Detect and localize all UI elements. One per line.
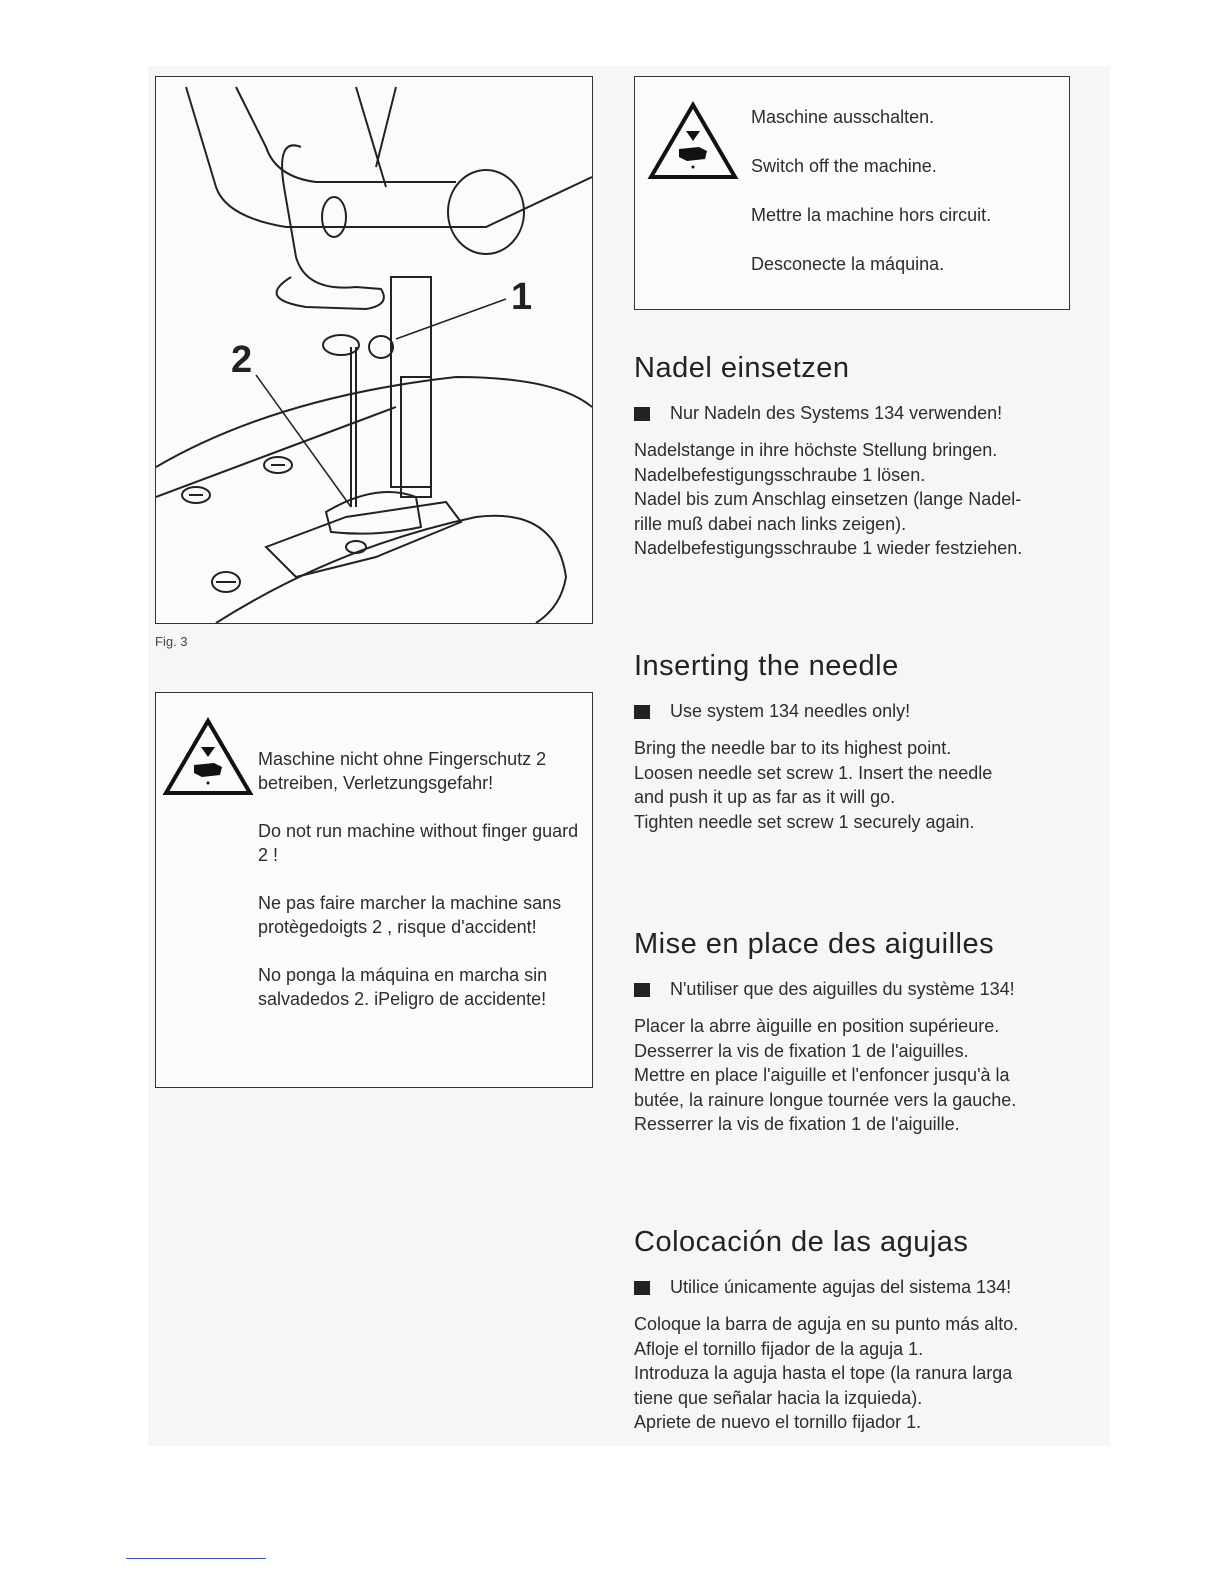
section-title: Nadel einsetzen bbox=[634, 352, 850, 384]
bullet-square-icon bbox=[634, 705, 650, 719]
instruction-line: Introduza la aguja hasta el tope (la ranura larga bbox=[634, 1363, 1013, 1383]
instruction-line: Coloque la barra de aguja en su punto más alto. bbox=[634, 1314, 1019, 1334]
warning-box-switch-off bbox=[634, 76, 1070, 310]
section-french bbox=[634, 928, 1094, 1137]
instruction-line: Nadel bis zum Anschlag einsetzen (lange Nadel- bbox=[634, 489, 1022, 509]
note-bullet bbox=[634, 979, 1094, 1000]
instruction-line: Bring the needle bar to its highest point. bbox=[634, 738, 952, 758]
section-spanish bbox=[634, 1226, 1094, 1435]
instruction-line: Afloje el tornillo fijador de la aguja 1. bbox=[634, 1338, 924, 1359]
instruction-line: Desserrer la vis de fixation 1 de l'aiguilles. bbox=[634, 1040, 969, 1061]
bullet-text: Nur Nadeln des Systems 134 verwenden! bbox=[670, 403, 1003, 423]
instruction-line: Nadelbefestigungsschraube 1 wieder festziehen. bbox=[634, 538, 1023, 558]
section-title: Colocación de las agujas bbox=[634, 1226, 969, 1258]
figure-callout-2: 2 bbox=[231, 339, 253, 381]
instruction-line: Mettre en place l'aiguille et l'enfoncer jusqu'à la bbox=[634, 1065, 1010, 1085]
finger-guard-text-fr: Ne pas faire marcher la machine sans protègedoigts 2 , risque d'accident! bbox=[258, 893, 562, 937]
finger-guard-text-en: Do not run machine without finger guard 2 ! bbox=[258, 821, 579, 865]
finger-guard-text-es: No ponga la máquina en marcha sin salvadedos 2. iPeligro de accidente! bbox=[258, 965, 548, 1009]
section-title: Inserting the needle bbox=[634, 650, 899, 682]
warning-triangle-hand-icon bbox=[647, 101, 739, 181]
instruction-line: rille muß dabei nach links zeigen). bbox=[634, 513, 907, 534]
instruction-line: Placer la abrre àiguille en position supérieure. bbox=[634, 1016, 1000, 1036]
section-title: Mise en place des aiguilles bbox=[634, 928, 995, 960]
instruction-line: tiene que señalar hacia la izquieda). bbox=[634, 1387, 923, 1408]
instruction-line: Tighten needle set screw 1 securely again. bbox=[634, 811, 975, 832]
note-bullet bbox=[634, 403, 1094, 424]
warning-triangle-hand-icon bbox=[162, 717, 254, 797]
bottom-rule bbox=[126, 1558, 266, 1559]
note-bullet bbox=[634, 701, 1094, 722]
bullet-text: Use system 134 needles only! bbox=[670, 701, 911, 721]
warning-text-fr: Mettre la machine hors circuit. bbox=[751, 205, 992, 225]
bullet-text: Utilice únicamente agujas del sistema 134! bbox=[670, 1277, 1012, 1297]
bullet-square-icon bbox=[634, 983, 650, 997]
instruction-line: Nadelbefestigungsschraube 1 lösen. bbox=[634, 464, 926, 485]
section-german bbox=[634, 352, 1094, 561]
warning-box-finger-guard bbox=[155, 692, 593, 1088]
note-bullet bbox=[634, 1277, 1094, 1298]
warning-text-es: Desconecte la máquina. bbox=[751, 254, 945, 274]
instruction-line: Nadelstange in ihre höchste Stellung bringen. bbox=[634, 440, 998, 460]
sewing-machine-figure bbox=[155, 76, 593, 624]
instruction-line: Loosen needle set screw 1. Insert the needle bbox=[634, 762, 993, 783]
figure-callout-1: 1 bbox=[511, 276, 533, 318]
bullet-text: N'utiliser que des aiguilles du système 134! bbox=[670, 979, 1015, 999]
section-english bbox=[634, 650, 1094, 834]
instruction-line: butée, la rainure longue tournée vers la gauche. bbox=[634, 1089, 1017, 1110]
warning-text-en: Switch off the machine. bbox=[751, 156, 937, 176]
instruction-line: Resserrer la vis de fixation 1 de l'aiguille. bbox=[634, 1114, 960, 1134]
needle-illustration bbox=[156, 77, 592, 623]
warning-text-de: Maschine ausschalten. bbox=[751, 107, 935, 127]
bullet-square-icon bbox=[634, 1281, 650, 1295]
bullet-square-icon bbox=[634, 407, 650, 421]
instruction-line: Apriete de nuevo el tornillo fijador 1. bbox=[634, 1412, 922, 1432]
instruction-line: and push it up as far as it will go. bbox=[634, 787, 896, 807]
figure-caption: Fig. 3 bbox=[155, 634, 188, 649]
finger-guard-text-de: Maschine nicht ohne Fingerschutz 2 betreiben, Verletzungsgefahr! bbox=[258, 749, 547, 793]
